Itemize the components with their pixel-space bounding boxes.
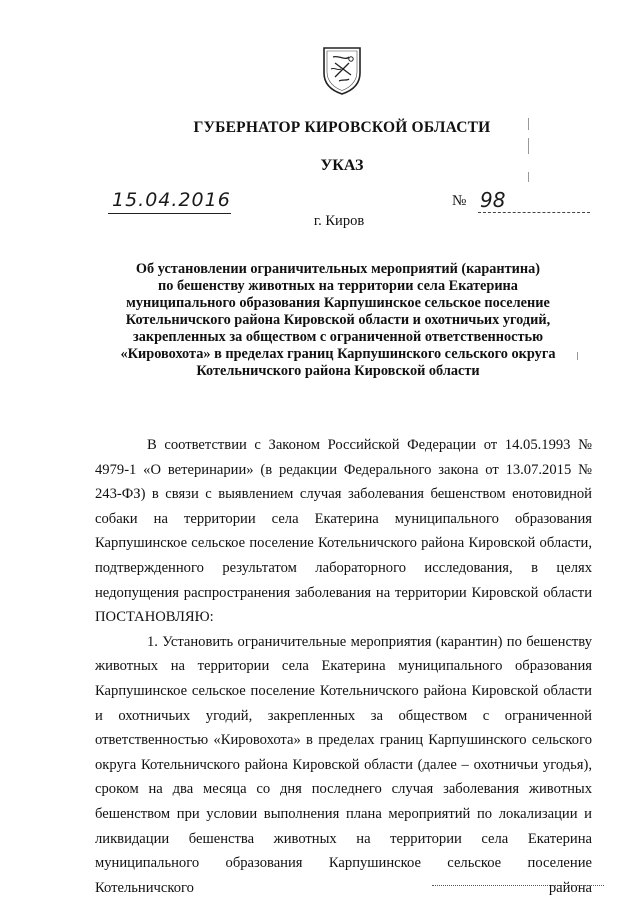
handwritten-date: 15.04.2016 (112, 189, 231, 211)
number-label: № (452, 193, 467, 209)
title-line: закрепленных за обществом с ограниченной ответственностью (132, 329, 544, 345)
document-type: УКАЗ (320, 157, 364, 174)
title-line: «Кировохота» в пределах границ Карпушинского сельского округа (120, 346, 556, 362)
city-label: г. Киров (313, 213, 365, 229)
handwritten-number: 98 (480, 188, 506, 212)
title-line: муниципального образования Карпушинское сельское поселение (126, 295, 550, 311)
title-line: Котельничского района Кировской области (196, 363, 480, 379)
scan-mark (528, 138, 529, 154)
number-field (478, 188, 590, 213)
date-field (108, 189, 231, 214)
decree-body (95, 433, 592, 900)
title-line: по бешенству животных на территории села Екатерина (158, 278, 518, 294)
preamble-paragraph: В соответствии с Законом Российской Федерации от 14.05.1993 № 4979-1 «О ветеринарии» (в редакции Федерального закона от 13.07.2015 № 243-ФЗ) в связи с выявлением случая заболевания бешенством енотовидной собаки на территории села Екатерина муниципального образования Карпушинское сельское поселение Котельничского района Кировской области, подтвержденного результатом лабораторного исследования, в целях недопущения распространения заболевания на территории Кировской области ПОСТАНОВЛЯЮ: (95, 437, 592, 626)
scan-mark (528, 118, 529, 130)
decree-title (100, 261, 576, 380)
scan-mark (528, 172, 529, 182)
item-1-paragraph: 1. Установить ограничительные мероприятия (карантин) по бешенству животных на территории села Екатерина муниципального образования Карпушинское сельское поселение Котельничского района Кировской области и охотничьих угодий, закрепленных за обществом с ограниченной ответственностью «Кировохота» в пределах границ Карпушинского сельского округа Котельничского района Кировской области (далее – охотничьи угодья), сроком на два месяца со дня последнего случая заболевания животных бешенством при условии выполнения плана мероприятий по локализации и ликвидации бешенства животных на территории села Екатерина муниципального образования Карпушинское сельское поселение Котельничского района (95, 633, 592, 896)
title-line: Котельничского района Кировской области и охотничьих угодий, (125, 312, 551, 328)
title-line: Об установлении ограничительных мероприятий (карантина) (135, 261, 541, 277)
scan-mark (577, 352, 578, 360)
footer-rule (432, 885, 604, 886)
coat-of-arms-icon (321, 45, 363, 95)
authority-title: ГУБЕРНАТОР КИРОВСКОЙ ОБЛАСТИ (193, 119, 491, 136)
